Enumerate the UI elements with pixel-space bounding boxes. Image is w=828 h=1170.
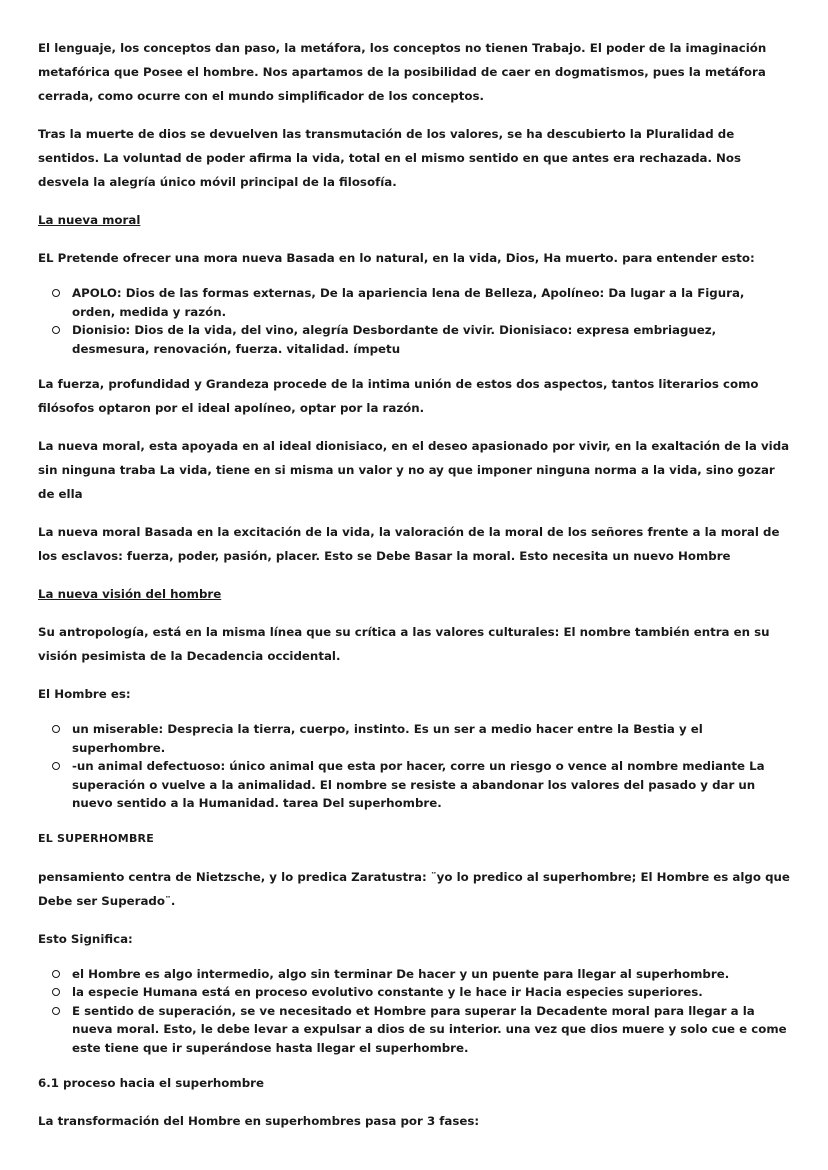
paragraph-antropologia: Su antropología, está en la misma línea que su crítica a las valores culturales: El nombre también entra en su visión pesimista de la Decadencia occidental. xyxy=(38,625,770,663)
paragraph-moral-3: La nueva moral Basada en la excitación de la vida, la valoración de la moral de los señores frente a la moral de los esclavos: fuerza, poder, pasión, placer. Esto se Debe Basar la moral. Esto necesita un nuevo Hombre xyxy=(38,525,780,563)
list-item: Dionisio: Dios de la vida, del vino, alegría Desbordante de vivir. Dionisiaco: expresa embriaguez, desmesura, renovación, fuerza. vitalidad. ímpetu xyxy=(38,321,790,358)
paragraph-moral-2: La nueva moral, esta apoyada en al ideal dionisiaco, en el deseo apasionado por vivir, en la exaltación de la vida sin ninguna traba La vida, tiene en si misma un valor y no ay que imponer ninguna norma a la vida, sino gozar de ella xyxy=(38,439,790,501)
list-item: E sentido de superación, se ve necesitado et Hombre para superar la Decadente moral para llegar a la nueva moral. Esto, le debe levar a expulsar a dios de su interior. una vez que dios muere y solo cue e come este tiene que ir superándose hasta llegar el superhombre. xyxy=(38,1002,790,1058)
heading-nueva-vision-hombre: La nueva visión del hombre xyxy=(38,587,222,601)
heading-superhombre: EL SUPERHOMBRE xyxy=(38,831,154,845)
document-page xyxy=(38,36,790,1133)
paragraph-moral-intro: EL Pretende ofrecer una mora nueva Basada en lo natural, en la vida, Dios, Ha muerto. para entender esto: xyxy=(38,251,755,265)
heading-nueva-moral: La nueva moral xyxy=(38,213,141,227)
list-item: el Hombre es algo intermedio, algo sin terminar De hacer y un puente para llegar al superhombre. xyxy=(38,965,790,984)
list-item: APOLO: Dios de las formas externas, De la apariencia lena de Belleza, Apolíneo: Da lugar a la Figura, orden, medida y razón. xyxy=(38,284,790,321)
list-item: -un animal defectuoso: único animal que esta por hacer, corre un riesgo o vence al nombre mediante La superación o vuelve a la animalidad. El nombre se resiste a abandonar los valores del pasado y dar un nuevo sentido a la Humanidad. tarea Del superhombre. xyxy=(38,757,790,813)
bullet-list-hombre xyxy=(38,720,790,813)
paragraph-esto-significa: Esto Significa: xyxy=(38,931,133,946)
paragraph-death-of-god: Tras la muerte de dios se devuelven las transmutación de los valores, se ha descubierto la Pluralidad de sentidos. La voluntad de poder afirma la vida, total en el mismo sentido en que antes era rechazada. Nos desvela la alegría único móvil principal de la filosofía. xyxy=(38,127,742,189)
bullet-list-superhombre xyxy=(38,965,790,1058)
list-item: un miserable: Desprecia la tierra, cuerpo, instinto. Es un ser a medio hacer entre la Bestia y el superhombre. xyxy=(38,720,790,757)
list-item: la especie Humana está en proceso evolutivo constante y le hace ir Hacia especies superiores. xyxy=(38,983,790,1002)
paragraph-moral-1: La fuerza, profundidad y Grandeza procede de la intima unión de estos dos aspectos, tantos literarios como filósofos optaron por el ideal apolíneo, optar por la razón. xyxy=(38,377,759,415)
paragraph-superhombre: pensamiento centra de Nietzsche, y lo predica Zaratustra: ¨yo lo predico al superhombre; El Hombre es algo que Debe ser Superado¨. xyxy=(38,869,790,908)
bullet-list-apolo-dionisio xyxy=(38,284,790,358)
subsection-title: 6.1 proceso hacia el superhombre xyxy=(38,1076,264,1090)
paragraph-hombre-es: El Hombre es: xyxy=(38,687,131,701)
paragraph-intro: El lenguaje, los conceptos dan paso, la metáfora, los conceptos no tienen Trabajo. El poder de la imaginación metafórica que Posee el hombre. Nos apartamos de la posibilidad de caer en dogmatismos, pues la metáfora cerrada, como ocurre con el mundo simplificador de los conceptos. xyxy=(38,41,767,103)
paragraph-closing: La transformación del Hombre en superhombres pasa por 3 fases: xyxy=(38,1114,480,1128)
